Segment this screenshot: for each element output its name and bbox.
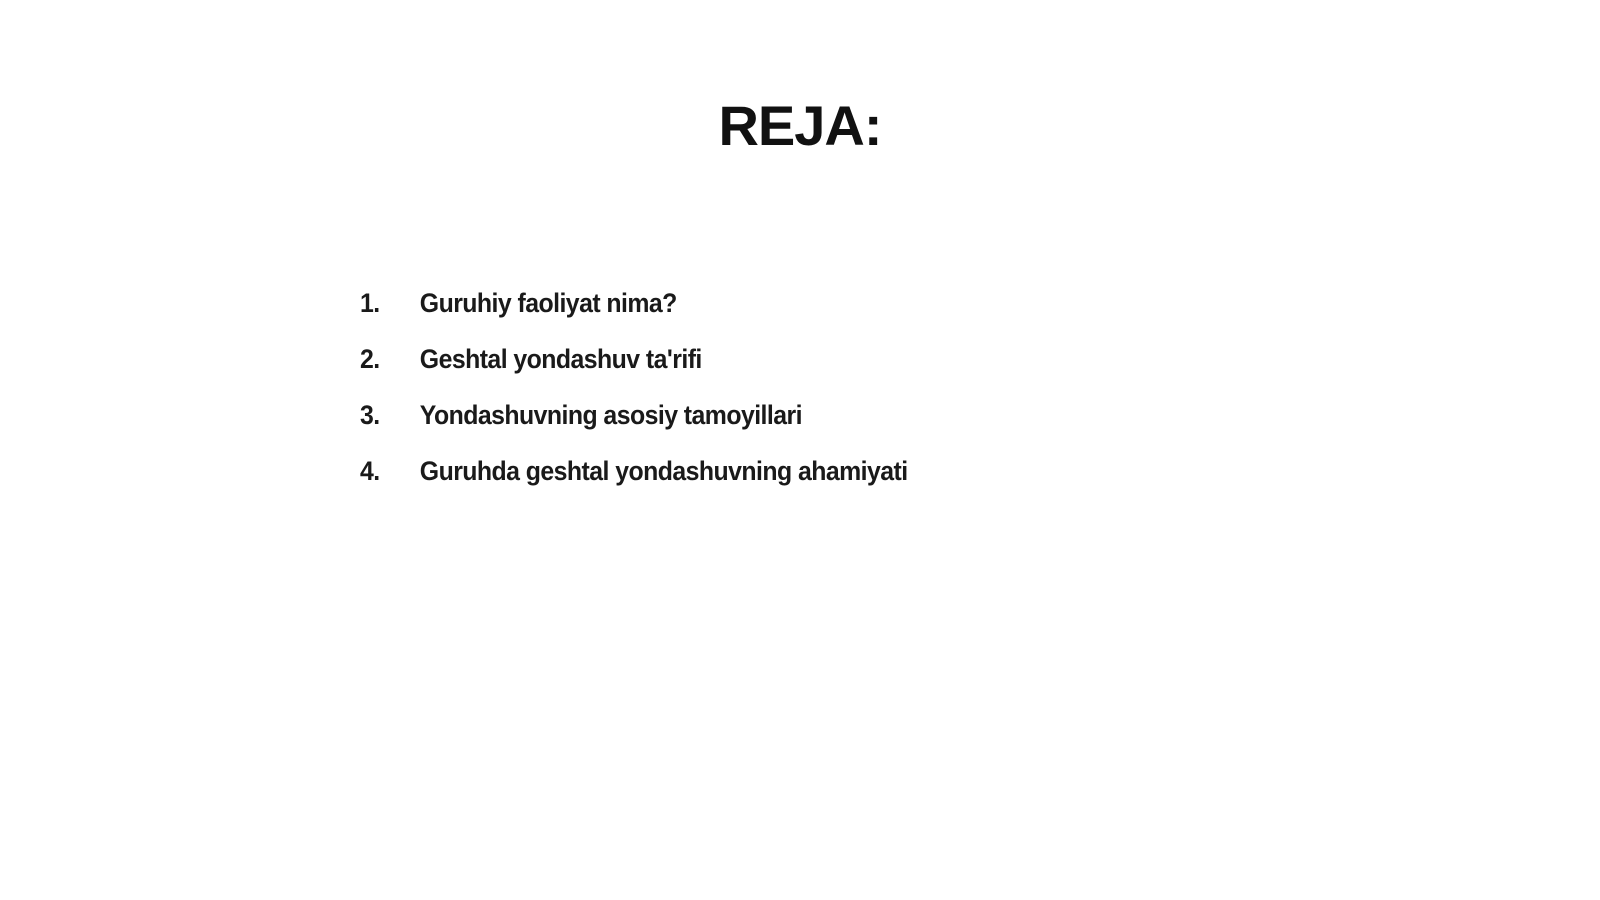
list-item-number: 3. [360, 400, 380, 430]
slide-title: REJA: [718, 94, 882, 157]
list-item-text: Yondashuvning asosiy tamoyillari [419, 400, 802, 430]
list-item-text: Guruhiy faoliyat nima? [419, 288, 677, 318]
list-item [360, 456, 908, 512]
list-item-number: 4. [360, 456, 380, 486]
list-item [360, 400, 908, 456]
list-item-number: 1. [360, 288, 380, 318]
list-item [360, 288, 908, 344]
list-item [360, 344, 908, 400]
plan-list [360, 288, 955, 512]
list-item-text: Geshtal yondashuv ta'rifi [419, 344, 702, 374]
list-item-number: 2. [360, 344, 380, 374]
list-item-text: Guruhda geshtal yondashuvning ahamiyati [419, 456, 908, 486]
